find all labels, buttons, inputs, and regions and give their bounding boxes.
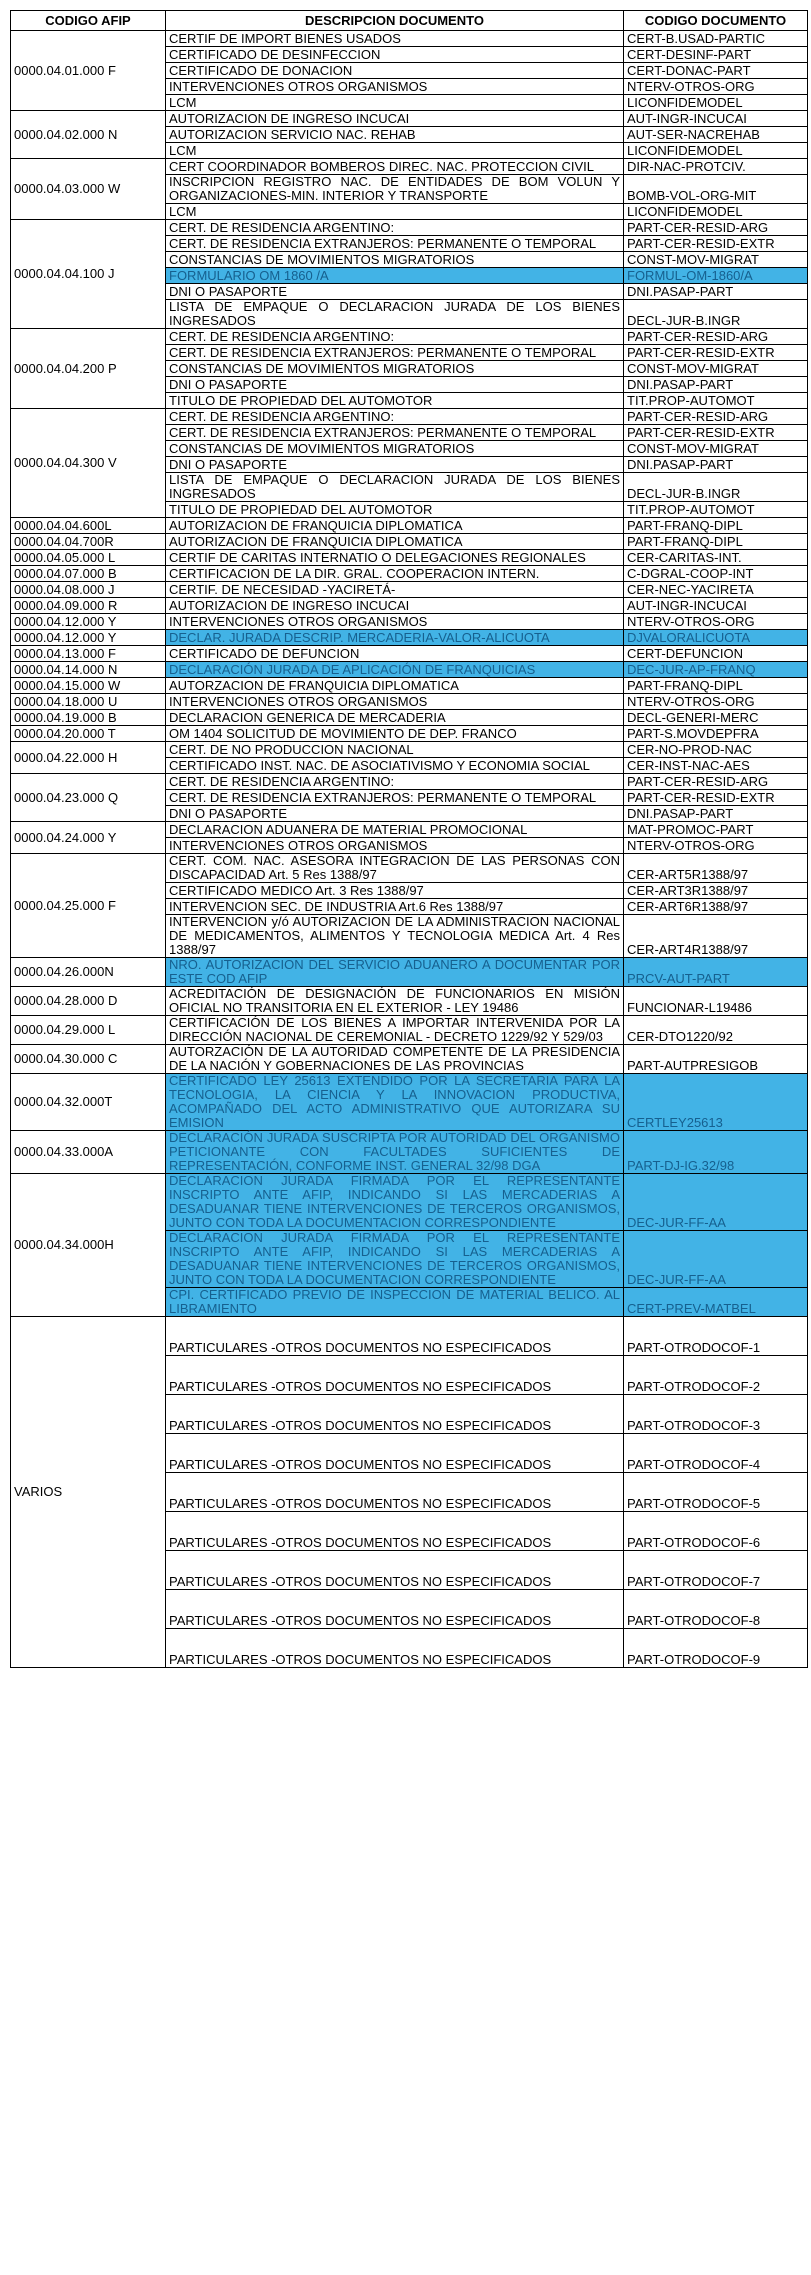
description-cell: CERT. DE RESIDENCIA ARGENTINO: (166, 329, 624, 345)
document-code-cell: CER-ART4R1388/97 (624, 915, 808, 958)
document-code-cell: PART-OTRODOCOF-6 (624, 1512, 808, 1551)
table-body (11, 31, 808, 1668)
description-cell: INTERVENCION SEC. DE INDUSTRIA Art.6 Res 1388/97 (166, 899, 624, 915)
description-cell: LCM (166, 95, 624, 111)
document-code-cell: AUT-INGR-INCUCAI (624, 598, 808, 614)
table-row (11, 710, 808, 726)
document-code-cell: MAT-PROMOC-PART (624, 822, 808, 838)
table-row (11, 329, 808, 345)
description-cell: LISTA DE EMPAQUE O DECLARACION JURADA DE LOS BIENES INGRESADOS (166, 300, 624, 329)
description-cell: PARTICULARES -OTROS DOCUMENTOS NO ESPECIFICADOS (166, 1356, 624, 1395)
document-code-cell: CERT-B.USAD-PARTIC (624, 31, 808, 47)
table-row (11, 1174, 808, 1231)
table-row (11, 1131, 808, 1174)
afip-code-cell: 0000.04.15.000 W (11, 678, 166, 694)
table-row (11, 854, 808, 883)
description-cell: CERTIF DE IMPORT BIENES USADOS (166, 31, 624, 47)
afip-code-cell: 0000.04.30.000 C (11, 1045, 166, 1074)
table-row (11, 958, 808, 987)
afip-code-cell: 0000.04.32.000T (11, 1074, 166, 1131)
description-cell: CERTIFICACION DE LA DIR. GRAL. COOPERACION INTERN. (166, 566, 624, 582)
afip-code-cell: VARIOS (11, 1317, 166, 1668)
document-page (10, 10, 811, 1668)
description-cell: CERTIFICADO INST. NAC. DE ASOCIATIVISMO Y ECONOMIA SOCIAL (166, 758, 624, 774)
description-cell: CERT. DE RESIDENCIA EXTRANJEROS: PERMANENTE O TEMPORAL (166, 345, 624, 361)
table-row (11, 630, 808, 646)
description-cell: CERT COORDINADOR BOMBEROS DIREC. NAC. PROTECCION CIVIL (166, 159, 624, 175)
document-code-cell: PART-AUTPRESIGOB (624, 1045, 808, 1074)
table-row (11, 159, 808, 175)
description-cell: LCM (166, 204, 624, 220)
document-code-cell: LICONFIDEMODEL (624, 95, 808, 111)
document-code-cell: PART-CER-RESID-ARG (624, 409, 808, 425)
document-code-cell: CER-ART6R1388/97 (624, 899, 808, 915)
description-cell: PARTICULARES -OTROS DOCUMENTOS NO ESPECIFICADOS (166, 1512, 624, 1551)
table-row (11, 1074, 808, 1131)
table-row (11, 566, 808, 582)
description-cell: LCM (166, 143, 624, 159)
document-code-cell: CERT-PREV-MATBEL (624, 1288, 808, 1317)
document-code-cell: NTERV-OTROS-ORG (624, 614, 808, 630)
afip-code-cell: 0000.04.20.000 T (11, 726, 166, 742)
table-row (11, 614, 808, 630)
table-row (11, 987, 808, 1016)
afip-code-cell: 0000.04.26.000N (11, 958, 166, 987)
description-cell: CERT. DE RESIDENCIA ARGENTINO: (166, 774, 624, 790)
document-code-cell: PART-OTRODOCOF-2 (624, 1356, 808, 1395)
description-cell: CERT. DE RESIDENCIA EXTRANJEROS: PERMANENTE O TEMPORAL (166, 236, 624, 252)
document-code-cell: NTERV-OTROS-ORG (624, 838, 808, 854)
description-cell: PARTICULARES -OTROS DOCUMENTOS NO ESPECIFICADOS (166, 1551, 624, 1590)
description-cell: AUTORIZACION DE FRANQUICIA DIPLOMATICA (166, 518, 624, 534)
document-code-cell: LICONFIDEMODEL (624, 143, 808, 159)
table-row (11, 662, 808, 678)
description-cell: INSCRIPCION REGISTRO NAC. DE ENTIDADES DE BOM VOLUN Y ORGANIZACIONES-MIN. INTERIOR Y TRANSPORTE (166, 175, 624, 204)
document-code-cell: DECL-GENERI-MERC (624, 710, 808, 726)
document-code-cell: PART-FRANQ-DIPL (624, 518, 808, 534)
document-code-cell: PART-CER-RESID-EXTR (624, 790, 808, 806)
description-cell: TITULO DE PROPIEDAD DEL AUTOMOTOR (166, 502, 624, 518)
document-code-cell: PART-CER-RESID-ARG (624, 774, 808, 790)
document-code-cell: NTERV-OTROS-ORG (624, 694, 808, 710)
document-code-cell: DIR-NAC-PROTCIV. (624, 159, 808, 175)
document-code-cell: PART-OTRODOCOF-5 (624, 1473, 808, 1512)
afip-code-cell: 0000.04.01.000 F (11, 31, 166, 111)
document-code-cell: NTERV-OTROS-ORG (624, 79, 808, 95)
description-cell: CPI. CERTIFICADO PREVIO DE INSPECCION DE MATERIAL BELICO. AL LIBRAMIENTO (166, 1288, 624, 1317)
document-code-cell: PART-CER-RESID-EXTR (624, 425, 808, 441)
document-code-cell: PART-CER-RESID-EXTR (624, 236, 808, 252)
description-cell: AUTORIZACION SERVICIO NAC. REHAB (166, 127, 624, 143)
afip-code-cell: 0000.04.29.000 L (11, 1016, 166, 1045)
table-row (11, 220, 808, 236)
document-code-cell: TIT.PROP-AUTOMOT (624, 502, 808, 518)
description-cell: CONSTANCIAS DE MOVIMIENTOS MIGRATORIOS (166, 361, 624, 377)
afip-code-cell: 0000.04.09.000 R (11, 598, 166, 614)
document-code-cell: DNI.PASAP-PART (624, 377, 808, 393)
document-code-cell: PART-OTRODOCOF-9 (624, 1629, 808, 1668)
description-cell: DECLARACIÓN JURADA DE APLICACIÓN DE FRANQUICIAS (166, 662, 624, 678)
table-row (11, 726, 808, 742)
description-cell: INTERVENCIONES OTROS ORGANISMOS (166, 79, 624, 95)
description-cell: FORMULARIO OM 1860 /A (166, 268, 624, 284)
description-cell: DNI O PASAPORTE (166, 377, 624, 393)
document-code-cell: CONST-MOV-MIGRAT (624, 361, 808, 377)
description-cell: AUTORZACION DE FRANQUICIA DIPLOMATICA (166, 678, 624, 694)
document-code-cell: PRCV-AUT-PART (624, 958, 808, 987)
afip-code-cell: 0000.04.19.000 B (11, 710, 166, 726)
document-code-cell: CERTLEY25613 (624, 1074, 808, 1131)
table-row (11, 518, 808, 534)
document-code-cell: DNI.PASAP-PART (624, 806, 808, 822)
description-cell: DNI O PASAPORTE (166, 806, 624, 822)
document-code-cell: PART-OTRODOCOF-7 (624, 1551, 808, 1590)
document-code-cell: PART-CER-RESID-ARG (624, 220, 808, 236)
document-code-cell: DECL-JUR-B.INGR (624, 473, 808, 502)
afip-code-cell: 0000.04.25.000 F (11, 854, 166, 958)
document-code-cell: PART-OTRODOCOF-4 (624, 1434, 808, 1473)
header-codigo-afip: CODIGO AFIP (11, 11, 166, 31)
document-code-cell: CERT-DONAC-PART (624, 63, 808, 79)
description-cell: PARTICULARES -OTROS DOCUMENTOS NO ESPECIFICADOS (166, 1434, 624, 1473)
description-cell: CERT. COM. NAC. ASESORA INTEGRACION DE LAS PERSONAS CON DISCAPACIDAD Art. 5 Res 1388/97 (166, 854, 624, 883)
description-cell: CERTIF DE CARITAS INTERNATIO O DELEGACIONES REGIONALES (166, 550, 624, 566)
document-code-cell: DJVALORALICUOTA (624, 630, 808, 646)
description-cell: CERT. DE RESIDENCIA ARGENTINO: (166, 409, 624, 425)
table-row (11, 1045, 808, 1074)
document-code-cell: PART-OTRODOCOF-8 (624, 1590, 808, 1629)
afip-code-cell: 0000.04.22.000 H (11, 742, 166, 774)
description-cell: DNI O PASAPORTE (166, 457, 624, 473)
table-row (11, 678, 808, 694)
document-code-cell: DNI.PASAP-PART (624, 457, 808, 473)
document-code-cell: PART-OTRODOCOF-1 (624, 1317, 808, 1356)
description-cell: AUTORZACIÓN DE LA AUTORIDAD COMPETENTE DE LA PRESIDENCIA DE LA NACIÓN Y GOBERNACIONES DE LAS PROVINCIAS (166, 1045, 624, 1074)
header-codigo-documento: CODIGO DOCUMENTO (624, 11, 808, 31)
description-cell: DECLARACION JURADA FIRMADA POR EL REPRESENTANTE INSCRIPTO ANTE AFIP, INDICANDO SI LAS MERCADERIAS A DESADUANAR TIENE INTERVENCIONES DE TERCEROS ORGANISMOS, JUNTO CON TODA LA DOCUMENTACION CORRESPONDIENTE (166, 1174, 624, 1231)
description-cell: CERT. DE RESIDENCIA EXTRANJEROS: PERMANENTE O TEMPORAL (166, 425, 624, 441)
afip-code-cell: 0000.04.04.100 J (11, 220, 166, 329)
description-cell: LISTA DE EMPAQUE O DECLARACION JURADA DE LOS BIENES INGRESADOS (166, 473, 624, 502)
document-code-cell: LICONFIDEMODEL (624, 204, 808, 220)
description-cell: DECLARACIÓN JURADA SUSCRIPTA POR AUTORIDAD DEL ORGANISMO PETICIONANTE CON FACULTADES SUFICIENTES DE REPRESENTACIÓN, CONFORME INST. GENERAL 32/98 DGA (166, 1131, 624, 1174)
description-cell: CERT. DE RESIDENCIA ARGENTINO: (166, 220, 624, 236)
afip-code-cell: 0000.04.14.000 N (11, 662, 166, 678)
afip-code-cell: 0000.04.02.000 N (11, 111, 166, 159)
afip-code-cell: 0000.04.12.000 Y (11, 630, 166, 646)
header-row (11, 11, 808, 31)
afip-code-cell: 0000.04.23.000 Q (11, 774, 166, 822)
document-code-cell: FUNCIONAR-L19486 (624, 987, 808, 1016)
description-cell: CERTIFICADO DE DESINFECCION (166, 47, 624, 63)
description-cell: DNI O PASAPORTE (166, 284, 624, 300)
document-code-cell: CONST-MOV-MIGRAT (624, 252, 808, 268)
description-cell: CERT. DE NO PRODUCCION NACIONAL (166, 742, 624, 758)
document-code-cell: PART-CER-RESID-EXTR (624, 345, 808, 361)
description-cell: CERTIFICADO MEDICO Art. 3 Res 1388/97 (166, 883, 624, 899)
description-cell: DECLARACION JURADA FIRMADA POR EL REPRESENTANTE INSCRIPTO ANTE AFIP, INDICANDO SI LAS MERCADERIAS A DESADUANAR TIENE INTERVENCIONES DE TERCEROS ORGANISMOS, JUNTO CON TODA LA DOCUMENTACION CORRESPONDIENTE (166, 1231, 624, 1288)
document-code-cell: DEC-JUR-FF-AA (624, 1231, 808, 1288)
document-code-cell: CONST-MOV-MIGRAT (624, 441, 808, 457)
description-cell: CONSTANCIAS DE MOVIMIENTOS MIGRATORIOS (166, 441, 624, 457)
table-row (11, 1016, 808, 1045)
document-code-cell: AUT-SER-NACREHAB (624, 127, 808, 143)
afip-code-cell: 0000.04.34.000H (11, 1174, 166, 1317)
document-code-cell: CER-NO-PROD-NAC (624, 742, 808, 758)
afip-code-cell: 0000.04.04.300 V (11, 409, 166, 518)
description-cell: DECLAR. JURADA DESCRIP. MERCADERIA-VALOR-ALICUOTA (166, 630, 624, 646)
table-row (11, 31, 808, 47)
document-code-cell: PART-FRANQ-DIPL (624, 678, 808, 694)
table-row (11, 409, 808, 425)
document-code-cell: CER-CARITAS-INT. (624, 550, 808, 566)
description-cell: INTERVENCION y/ó AUTORIZACION DE LA ADMINISTRACION NACIONAL DE MEDICAMENTOS, ALIMENTOS Y TECNOLOGIA MEDICA Art. 4 Res 1388/97 (166, 915, 624, 958)
afip-document-table (10, 10, 808, 1668)
description-cell: CONSTANCIAS DE MOVIMIENTOS MIGRATORIOS (166, 252, 624, 268)
document-code-cell: C-DGRAL-COOP-INT (624, 566, 808, 582)
document-code-cell: PART-FRANQ-DIPL (624, 534, 808, 550)
afip-code-cell: 0000.04.24.000 Y (11, 822, 166, 854)
document-code-cell: DECL-JUR-B.INGR (624, 300, 808, 329)
document-code-cell: CER-ART5R1388/97 (624, 854, 808, 883)
afip-code-cell: 0000.04.13.000 F (11, 646, 166, 662)
afip-code-cell: 0000.04.07.000 B (11, 566, 166, 582)
table-row (11, 822, 808, 838)
description-cell: CERT. DE RESIDENCIA EXTRANJEROS: PERMANENTE O TEMPORAL (166, 790, 624, 806)
description-cell: NRO. AUTORIZACION DEL SERVICIO ADUANERO A DOCUMENTAR POR ESTE COD AFIP (166, 958, 624, 987)
description-cell: CERTIFICADO LEY 25613 EXTENDIDO POR LA SECRETARIA PARA LA TECNOLOGIA, LA CIENCIA Y LA INNOVACION PRODUCTIVA, ACOMPAÑADO DEL ACTO ADMINISTRATIVO QUE AUTORIZARA SU EMISION (166, 1074, 624, 1131)
description-cell: PARTICULARES -OTROS DOCUMENTOS NO ESPECIFICADOS (166, 1317, 624, 1356)
afip-code-cell: 0000.04.08.000 J (11, 582, 166, 598)
description-cell: TITULO DE PROPIEDAD DEL AUTOMOTOR (166, 393, 624, 409)
description-cell: AUTORIZACION DE INGRESO INCUCAI (166, 111, 624, 127)
table-row (11, 742, 808, 758)
document-code-cell: AUT-INGR-INCUCAI (624, 111, 808, 127)
table-row (11, 534, 808, 550)
document-code-cell: CER-ART3R1388/97 (624, 883, 808, 899)
table-row (11, 550, 808, 566)
table-row (11, 774, 808, 790)
description-cell: INTERVENCIONES OTROS ORGANISMOS (166, 694, 624, 710)
table-row (11, 582, 808, 598)
afip-code-cell: 0000.04.03.000 W (11, 159, 166, 220)
description-cell: PARTICULARES -OTROS DOCUMENTOS NO ESPECIFICADOS (166, 1473, 624, 1512)
document-code-cell: CER-NEC-YACIRETA (624, 582, 808, 598)
document-code-cell: DEC-JUR-FF-AA (624, 1174, 808, 1231)
table-header (11, 11, 808, 31)
table-row (11, 111, 808, 127)
description-cell: AUTORIZACION DE FRANQUICIA DIPLOMATICA (166, 534, 624, 550)
afip-code-cell: 0000.04.05.000 L (11, 550, 166, 566)
description-cell: CERTIFICADO DE DEFUNCION (166, 646, 624, 662)
document-code-cell: PART-DJ-IG.32/98 (624, 1131, 808, 1174)
document-code-cell: DEC-JUR-AP-FRANQ (624, 662, 808, 678)
document-code-cell: BOMB-VOL-ORG-MIT (624, 175, 808, 204)
description-cell: CERTIFICACIÓN DE LOS BIENES A IMPORTAR INTERVENIDA POR LA DIRECCIÓN NACIONAL DE CEREMONIAL - DECRETO 1229/92 Y 529/03 (166, 1016, 624, 1045)
afip-code-cell: 0000.04.28.000 D (11, 987, 166, 1016)
table-row (11, 646, 808, 662)
document-code-cell: TIT.PROP-AUTOMOT (624, 393, 808, 409)
document-code-cell: CER-INST-NAC-AES (624, 758, 808, 774)
description-cell: PARTICULARES -OTROS DOCUMENTOS NO ESPECIFICADOS (166, 1395, 624, 1434)
afip-code-cell: 0000.04.04.200 P (11, 329, 166, 409)
table-row (11, 598, 808, 614)
document-code-cell: PART-OTRODOCOF-3 (624, 1395, 808, 1434)
table-row (11, 1317, 808, 1356)
afip-code-cell: 0000.04.04.700R (11, 534, 166, 550)
document-code-cell: CER-DTO1220/92 (624, 1016, 808, 1045)
document-code-cell: DNI.PASAP-PART (624, 284, 808, 300)
description-cell: DECLARACION GENERICA DE MERCADERIA (166, 710, 624, 726)
description-cell: PARTICULARES -OTROS DOCUMENTOS NO ESPECIFICADOS (166, 1629, 624, 1668)
description-cell: AUTORIZACION DE INGRESO INCUCAI (166, 598, 624, 614)
afip-code-cell: 0000.04.18.000 U (11, 694, 166, 710)
document-code-cell: CERT-DESINF-PART (624, 47, 808, 63)
description-cell: CERTIFICADO DE DONACION (166, 63, 624, 79)
description-cell: OM 1404 SOLICITUD DE MOVIMIENTO DE DEP. FRANCO (166, 726, 624, 742)
document-code-cell: FORMUL-OM-1860/A (624, 268, 808, 284)
afip-code-cell: 0000.04.33.000A (11, 1131, 166, 1174)
description-cell: PARTICULARES -OTROS DOCUMENTOS NO ESPECIFICADOS (166, 1590, 624, 1629)
afip-code-cell: 0000.04.12.000 Y (11, 614, 166, 630)
header-descripcion-documento: DESCRIPCION DOCUMENTO (166, 11, 624, 31)
description-cell: INTERVENCIONES OTROS ORGANISMOS (166, 838, 624, 854)
description-cell: DECLARACION ADUANERA DE MATERIAL PROMOCIONAL (166, 822, 624, 838)
document-code-cell: PART-CER-RESID-ARG (624, 329, 808, 345)
document-code-cell: CERT-DEFUNCION (624, 646, 808, 662)
description-cell: CERTIF. DE NECESIDAD -YACIRETÁ- (166, 582, 624, 598)
table-row (11, 694, 808, 710)
description-cell: INTERVENCIONES OTROS ORGANISMOS (166, 614, 624, 630)
description-cell: ACREDITACIÓN DE DESIGNACIÓN DE FUNCIONARIOS EN MISIÓN OFICIAL NO TRANSITORIA EN EL EXTERIOR - LEY 19486 (166, 987, 624, 1016)
document-code-cell: PART-S.MOVDEPFRA (624, 726, 808, 742)
afip-code-cell: 0000.04.04.600L (11, 518, 166, 534)
